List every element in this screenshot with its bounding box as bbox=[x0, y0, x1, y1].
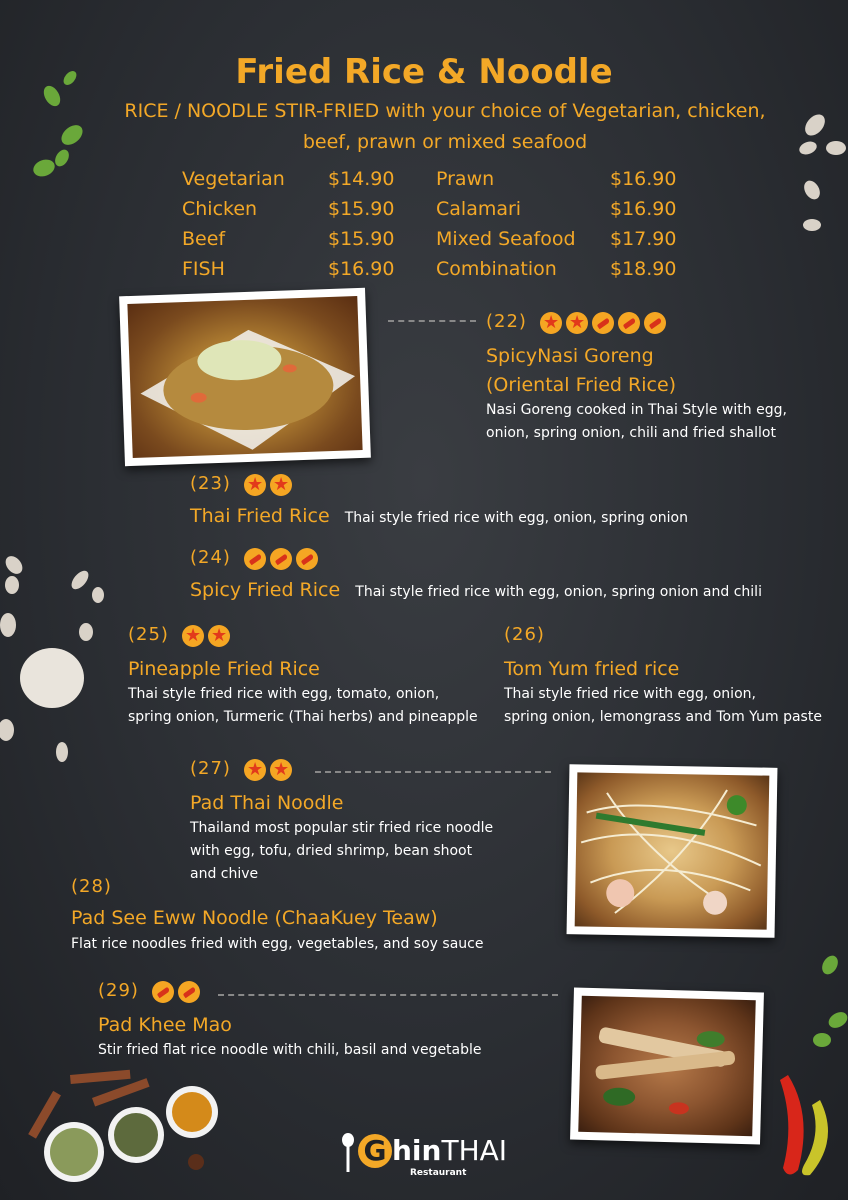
dish-number: (29) bbox=[98, 980, 139, 1001]
protein-name: Combination bbox=[436, 258, 557, 280]
spices-icon bbox=[28, 1070, 218, 1182]
chili-icon bbox=[296, 548, 318, 570]
star-icon bbox=[244, 759, 266, 781]
dish-28 bbox=[71, 876, 483, 956]
dish-number: (27) bbox=[190, 758, 231, 779]
rating-icons bbox=[540, 312, 670, 334]
dish-name: Spicy Fried Rice bbox=[190, 579, 341, 601]
star-icon bbox=[182, 625, 204, 647]
dish-number: (26) bbox=[504, 624, 545, 645]
rating-icons bbox=[244, 474, 296, 496]
logo-subtitle: Restaurant bbox=[410, 1168, 467, 1178]
restaurant-logo bbox=[340, 1130, 510, 1180]
dish-name: Pad Khee Mao bbox=[98, 1014, 232, 1036]
star-icon bbox=[270, 474, 292, 496]
dish-22 bbox=[486, 311, 787, 445]
fried-rice-plate-icon bbox=[127, 296, 362, 458]
chili-icon bbox=[644, 312, 666, 334]
protein-name: Chicken bbox=[182, 198, 258, 220]
dish-description: onion, spring onion, chili and fried shallot bbox=[486, 425, 776, 441]
chili-pepper-icon bbox=[780, 1075, 828, 1175]
protein-name: Calamari bbox=[436, 198, 522, 220]
dish-number: (28) bbox=[71, 876, 112, 897]
protein-name: Mixed Seafood bbox=[436, 228, 576, 250]
logo-text: hin bbox=[392, 1134, 442, 1167]
protein-price: $16.90 bbox=[328, 258, 395, 280]
protein-price: $14.90 bbox=[328, 168, 395, 190]
star-icon bbox=[244, 474, 266, 496]
chili-icon bbox=[152, 981, 174, 1003]
pad-khee-mao-photo bbox=[570, 988, 764, 1145]
subtitle-line: beef, prawn or mixed seafood bbox=[302, 131, 588, 153]
rating-icons bbox=[244, 759, 296, 781]
chili-icon bbox=[618, 312, 640, 334]
dish-description: spring onion, Turmeric (Thai herbs) and pineapple bbox=[128, 709, 478, 725]
dish-description: Thailand most popular stir fried rice noodle bbox=[190, 820, 494, 836]
divider bbox=[388, 320, 476, 322]
subtitle-line: RICE / NOODLE STIR-FRIED with your choice of Vegetarian, chicken, bbox=[124, 100, 766, 122]
dish-description: Flat rice noodles fried with egg, vegetables, and soy sauce bbox=[71, 936, 484, 952]
logo-letter: G bbox=[358, 1134, 392, 1168]
dish-23 bbox=[190, 473, 688, 527]
protein-price: $15.90 bbox=[328, 228, 395, 250]
protein-name: FISH bbox=[182, 258, 225, 280]
dish-description: Thai style fried rice with egg, onion, spring onion bbox=[344, 510, 688, 526]
dish-24 bbox=[190, 547, 762, 601]
protein-price: $16.90 bbox=[610, 168, 677, 190]
chili-icon bbox=[592, 312, 614, 334]
rating-icons bbox=[182, 625, 234, 647]
dish-description: Thai style fried rice with egg, tomato, onion, bbox=[128, 686, 440, 702]
pad-khee-mao-plate-icon bbox=[578, 996, 756, 1137]
chili-icon bbox=[270, 548, 292, 570]
pad-thai-photo bbox=[567, 764, 778, 938]
spoon-icon bbox=[340, 1132, 356, 1172]
dish-name: SpicyNasi Goreng bbox=[486, 345, 654, 367]
logo-text: THAI bbox=[441, 1134, 508, 1167]
dish-description: Stir fried flat rice noodle with chili, basil and vegetable bbox=[98, 1042, 482, 1058]
protein-name: Vegetarian bbox=[182, 168, 285, 190]
protein-name: Prawn bbox=[436, 168, 495, 190]
dish-name: Tom Yum fried rice bbox=[504, 658, 680, 680]
protein-price: $15.90 bbox=[328, 198, 395, 220]
dish-description: with egg, tofu, dried shrimp, bean shoot bbox=[190, 843, 473, 859]
dish-27 bbox=[190, 758, 493, 886]
dish-26 bbox=[504, 624, 822, 729]
protein-name: Beef bbox=[182, 228, 226, 250]
star-icon bbox=[540, 312, 562, 334]
page-subtitle bbox=[100, 96, 790, 158]
dish-name: Pad See Eww Noodle (ChaaKuey Teaw) bbox=[71, 907, 438, 929]
dish-25 bbox=[128, 624, 478, 729]
dish-name: Pineapple Fried Rice bbox=[128, 658, 320, 680]
dish-number: (25) bbox=[128, 624, 169, 645]
protein-price: $17.90 bbox=[610, 228, 677, 250]
dish-description: Nasi Goreng cooked in Thai Style with egg, bbox=[486, 402, 787, 418]
page-title: Fried Rice & Noodle bbox=[235, 52, 613, 92]
dish-name: Pad Thai Noodle bbox=[190, 792, 344, 814]
rating-icons bbox=[152, 981, 204, 1003]
protein-price: $16.90 bbox=[610, 198, 677, 220]
star-icon bbox=[208, 625, 230, 647]
pad-thai-plate-icon bbox=[575, 772, 770, 929]
nasi-goreng-photo bbox=[119, 288, 371, 466]
protein-price: $18.90 bbox=[610, 258, 677, 280]
star-icon bbox=[566, 312, 588, 334]
dish-number: (23) bbox=[190, 473, 231, 494]
dish-name: Thai Fried Rice bbox=[190, 505, 330, 527]
star-icon bbox=[270, 759, 292, 781]
price-table bbox=[0, 168, 848, 288]
dish-29 bbox=[98, 980, 482, 1062]
dish-number: (22) bbox=[486, 311, 527, 332]
dish-description: spring onion, lemongrass and Tom Yum paste bbox=[504, 709, 822, 725]
dish-description: Thai style fried rice with egg, onion, spring onion and chili bbox=[355, 584, 762, 600]
chili-icon bbox=[244, 548, 266, 570]
dish-name: (Oriental Fried Rice) bbox=[486, 374, 677, 396]
chili-icon bbox=[178, 981, 200, 1003]
dish-description: Thai style fried rice with egg, onion, bbox=[504, 686, 756, 702]
dish-number: (24) bbox=[190, 547, 231, 568]
dish-description: and chive bbox=[190, 866, 259, 882]
rating-icons bbox=[244, 548, 322, 570]
